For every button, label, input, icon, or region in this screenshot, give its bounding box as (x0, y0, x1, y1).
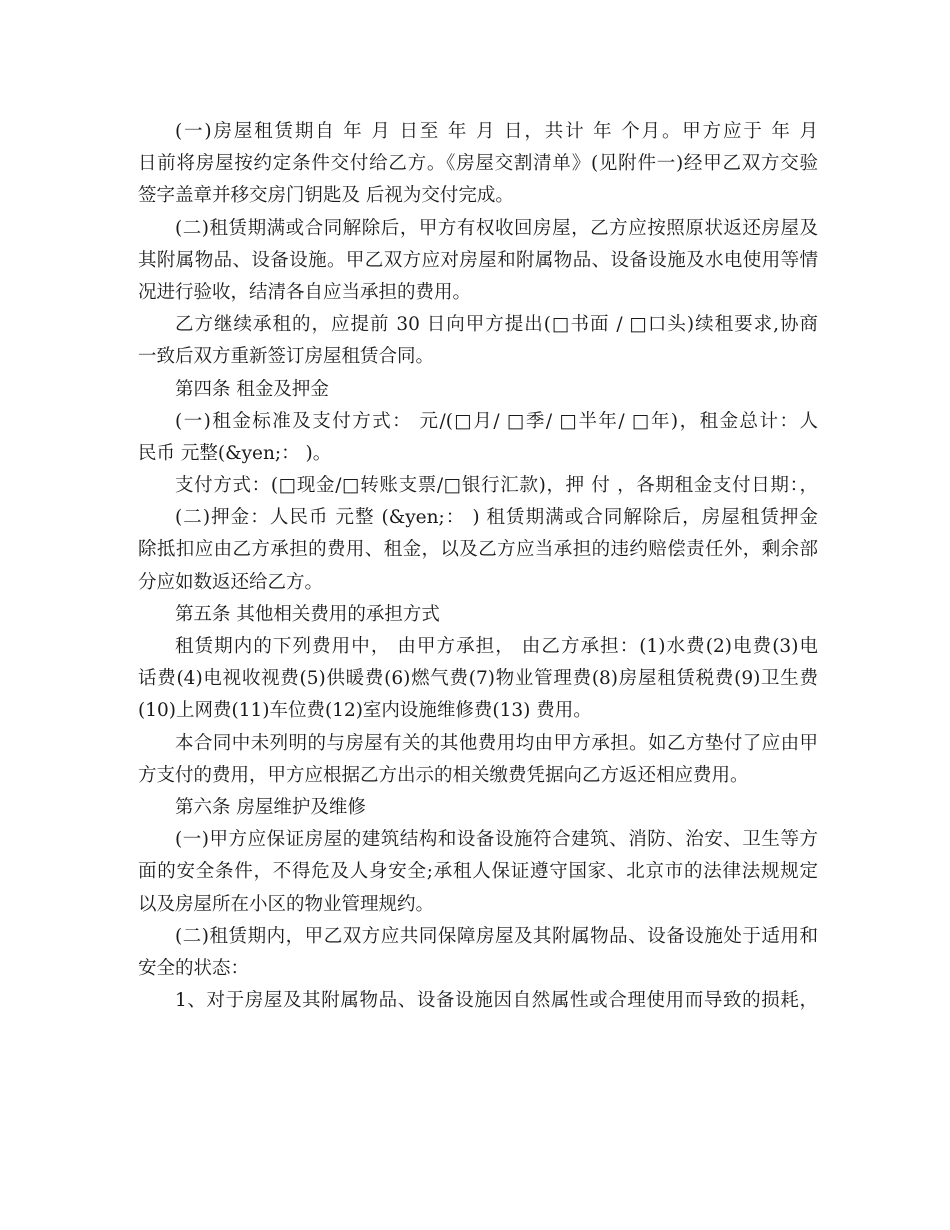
text-line: (一)房屋租赁期自 年 月 日至 年 月 日，共计 年 个月。甲方应于 年 月 (175, 121, 818, 142)
text-line: 第五条 其他相关费用的承担方式 (175, 603, 440, 625)
text-line: (一)租金标准及支付方式： 元/(□月/ □季/ □半年/ □年)，租金总计：人 (175, 410, 818, 432)
text-line: 租赁期内的下列费用中， 由甲方承担， 由乙方承担：(1)水费(2)电费(3)电 (175, 636, 818, 657)
text-line: 第四条 租金及押金 (175, 378, 329, 400)
text-line: 第六条 房屋维护及维修 (175, 796, 366, 818)
document-body (138, 116, 818, 1017)
text-line: 民币 元整(&yen;： )。 (138, 442, 332, 464)
text-line: (10)上网费(11)车位费(12)室内设施维修费(13) 费用。 (138, 700, 592, 722)
text-line: 日前将房屋按约定条件交付给乙方。《房屋交割清单》(见附件一)经甲乙双方交验 (138, 153, 818, 175)
text-line: 话费(4)电视收视费(5)供暖费(6)燃气费(7)物业管理费(8)房屋租赁税费(9)卫生费 (138, 668, 818, 690)
text-line: (一)甲方应保证房屋的建筑结构和设备设施符合建筑、消防、治安、卫生等方 (175, 829, 818, 851)
text-line: 一致后双方重新签订房屋租赁合同。 (138, 346, 435, 368)
text-line: 方支付的费用，甲方应根据乙方出示的相关缴费凭据向乙方返还相应费用。 (138, 764, 749, 786)
text-line: 除抵扣应由乙方承担的费用、租金，以及乙方应当承担的违约赔偿责任外，剩余部 (138, 539, 818, 561)
text-line: (二)租赁期内，甲乙双方应共同保障房屋及其附属物品、设备设施处于适用和 (175, 925, 818, 947)
text-line: 支付方式：(□现金/□转账支票/□银行汇款)，押 付 ，各期租金支付日期：， (175, 475, 818, 497)
text-line: 况进行验收，结清各自应当承担的费用。 (138, 281, 472, 303)
text-line: 本合同中未列明的与房屋有关的其他费用均由甲方承担。如乙方垫付了应由甲 (175, 732, 818, 754)
text-line: 乙方继续承租的，应提前 30 日向甲方提出(□书面 / □口头)续租要求,协商 (175, 314, 818, 336)
text-line: 安全的状态： (138, 957, 250, 979)
text-line: 1、对于房屋及其附属物品、设备设施因自然属性或合理使用而导致的损耗， (175, 990, 818, 1012)
text-line: 面的安全条件，不得危及人身安全;承租人保证遵守国家、北京市的法律法规规定 (138, 861, 818, 883)
text-line: (二)押金：人民币 元整 (&yen;： ) 租赁期满或合同解除后，房屋租赁押金 (175, 507, 818, 529)
text-line: (二)租赁期满或合同解除后，甲方有权收回房屋，乙方应按照原状返还房屋及 (175, 217, 818, 239)
text-line: 其附属物品、设备设施。甲乙双方应对房屋和附属物品、设备设施及水电使用等情 (138, 249, 818, 271)
text-line: 以及房屋所在小区的物业管理规约。 (138, 893, 435, 915)
text-line: 签字盖章并移交房门钥匙及 后视为交付完成。 (138, 185, 514, 207)
text-line: 分应如数返还给乙方。 (138, 571, 324, 593)
